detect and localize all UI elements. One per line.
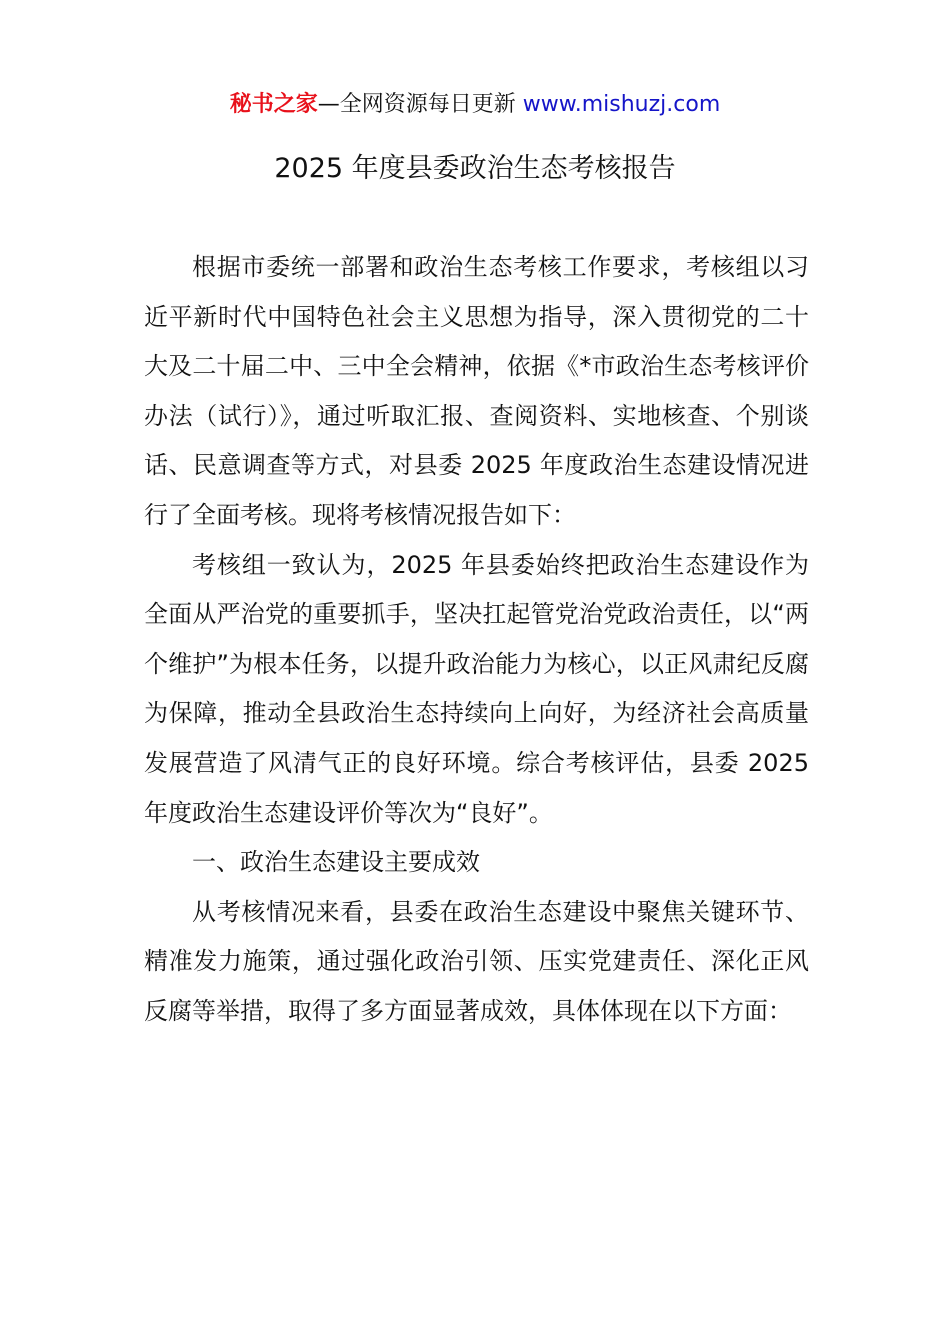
- site-url-link[interactable]: www.mishuzj.com: [522, 92, 721, 117]
- paragraph-achievements-intro: 从考核情况来看，县委在政治生态建设中聚焦关键环节、精准发力施策，通过强化政治引领、压实党建责任、深化正风反腐等举措，取得了多方面显著成效，具体体现在以下方面：: [144, 897, 809, 1025]
- paragraph-intro: 根据市委统一部署和政治生态考核工作要求，考核组以习近平新时代中国特色社会主义思想为指导，深入贯彻党的二十大及二十届二中、三中全会精神，依据《*市政治生态考核评价办法（试行）》，通过听取汇报、查阅资料、实地核查、个别谈话、民意调查等方式，对县委 2025 年度政治生态建设情况进行了全面考核。现将考核情况报告如下：: [144, 253, 809, 529]
- banner-tagline: —全网资源每日更新: [317, 92, 523, 117]
- site-banner: [0, 88, 950, 122]
- brand-name: 秘书之家: [229, 92, 318, 117]
- document-title: 2025 年度县委政治生态考核报告: [274, 153, 676, 184]
- document-body: [144, 243, 809, 1037]
- section-heading-achievements: 一、政治生态建设主要成效: [192, 848, 480, 877]
- paragraph-overall-assessment: 考核组一致认为，2025 年县委始终把政治生态建设作为全面从严治党的重要抓手，坚决扛起管党治党政治责任，以“两个维护”为根本任务，以提升政治能力为核心，以正风肃纪反腐为保障，推动全县政治生态持续向上向好，为经济社会高质量发展营造了风清气正的良好环境。综合考核评估，县委 2025 年度政治生态建设评价等次为“良好”。: [144, 550, 809, 827]
